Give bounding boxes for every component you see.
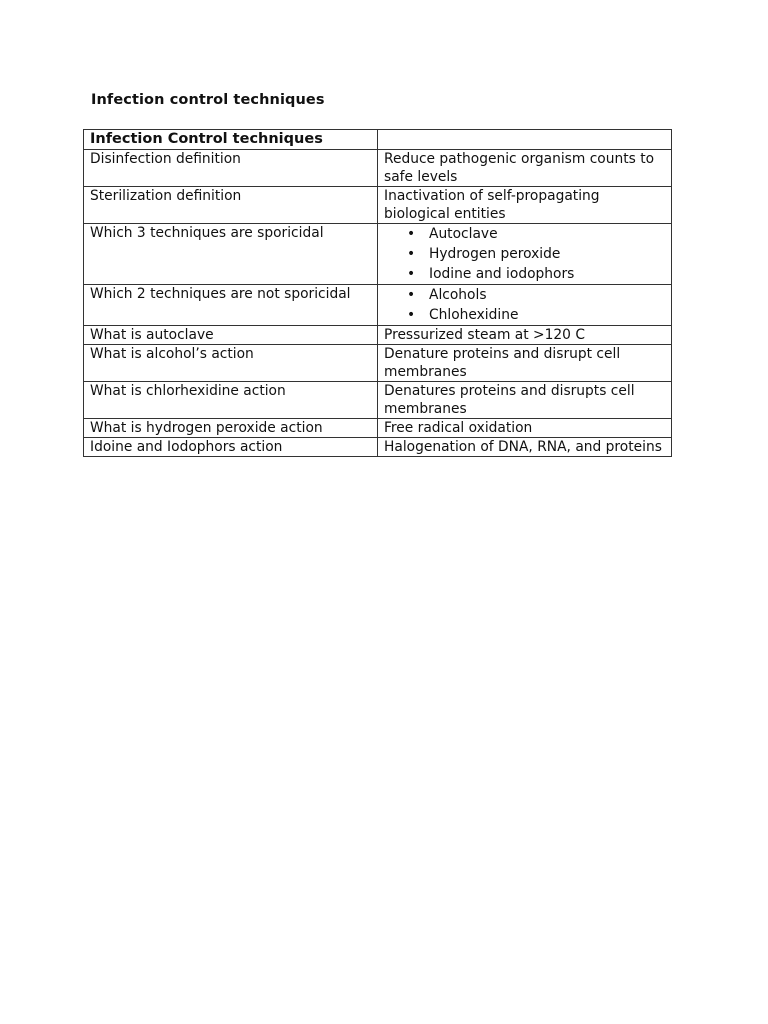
answer-cell: Halogenation of DNA, RNA, and proteins bbox=[378, 438, 672, 457]
table-row bbox=[84, 285, 672, 326]
list-item: • Chlohexidine bbox=[429, 305, 667, 325]
question-cell: Idoine and Iodophors action bbox=[84, 438, 378, 457]
answer-cell bbox=[378, 224, 672, 285]
answer-cell bbox=[378, 285, 672, 326]
question-cell: What is autoclave bbox=[84, 326, 378, 345]
table-row bbox=[84, 187, 672, 224]
answer-cell: Denature proteins and disrupt cell membranes bbox=[378, 345, 672, 382]
answer-cell: Pressurized steam at >120 C bbox=[378, 326, 672, 345]
table-header-cell-2 bbox=[378, 130, 672, 150]
infection-control-table bbox=[83, 129, 672, 457]
answer-cell: Denatures proteins and disrupts cell membranes bbox=[378, 382, 672, 419]
list-item: • Alcohols bbox=[429, 285, 667, 305]
table-row bbox=[84, 382, 672, 419]
non-sporicidal-list bbox=[384, 285, 667, 325]
table-row bbox=[84, 150, 672, 187]
question-cell: Which 2 techniques are not sporicidal bbox=[84, 285, 378, 326]
table-header-cell-1: Infection Control techniques bbox=[84, 130, 378, 150]
table-header-row bbox=[84, 130, 672, 150]
question-cell: What is chlorhexidine action bbox=[84, 382, 378, 419]
document-title: Infection control techniques bbox=[91, 92, 325, 108]
table-row bbox=[84, 326, 672, 345]
table-row bbox=[84, 419, 672, 438]
question-cell: Sterilization definition bbox=[84, 187, 378, 224]
table-row bbox=[84, 345, 672, 382]
question-cell: Which 3 techniques are sporicidal bbox=[84, 224, 378, 285]
list-item: • Iodine and iodophors bbox=[429, 264, 667, 284]
sporicidal-list bbox=[384, 224, 667, 284]
answer-cell: Inactivation of self-propagating biological entities bbox=[378, 187, 672, 224]
question-cell: Disinfection definition bbox=[84, 150, 378, 187]
question-cell: What is hydrogen peroxide action bbox=[84, 419, 378, 438]
answer-cell: Free radical oxidation bbox=[378, 419, 672, 438]
list-item: • Hydrogen peroxide bbox=[429, 244, 667, 264]
list-item: • Autoclave bbox=[429, 224, 667, 244]
table-row bbox=[84, 224, 672, 285]
table-row bbox=[84, 438, 672, 457]
question-cell: What is alcohol’s action bbox=[84, 345, 378, 382]
answer-cell: Reduce pathogenic organism counts to safe levels bbox=[378, 150, 672, 187]
